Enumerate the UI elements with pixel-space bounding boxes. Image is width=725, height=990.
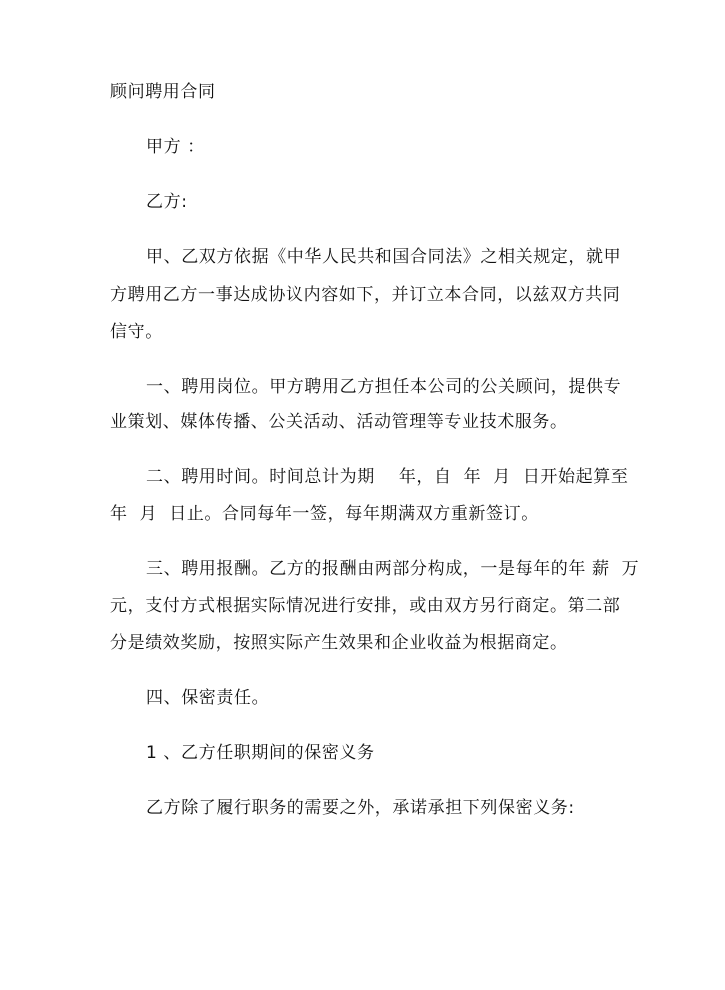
clause1-line-1: 一、聘用岗位。甲方聘用乙方担任本公司的公关顾问，提供专 bbox=[146, 377, 622, 397]
clause3-line-1: 三、聘用报酬。乙方的报酬由两部分构成，一是每年的年 薪 万 bbox=[146, 559, 640, 579]
intro-line-3: 信守。 bbox=[110, 322, 163, 342]
clause3-line-3: 分是绩效奖励，按照实际产生效果和企业收益为根据商定。 bbox=[110, 633, 568, 653]
clause1-line-2: 业策划、媒体传播、公关活动、活动管理等专业技术服务。 bbox=[110, 412, 568, 432]
clause3-line-2: 元，支付方式根据实际情况进行安排，或由双方另行商定。第二部 bbox=[110, 596, 621, 616]
clause4-sub1-heading: 1 、乙方任职期间的保密义务 bbox=[146, 743, 375, 763]
clause2-line-2: 年 月 日止。合同每年一签，每年期满双方重新签订。 bbox=[110, 504, 539, 524]
clause2-line-1: 二、聘用时间。时间总计为期 年，自 年 月 日开始起算至 bbox=[146, 467, 629, 487]
document-title: 顾问聘用合同 bbox=[110, 82, 216, 102]
clause4-heading: 四、保密责任。 bbox=[146, 688, 270, 708]
intro-line-2: 方聘用乙方一事达成协议内容如下，并订立本合同，以兹双方共同 bbox=[110, 285, 621, 305]
intro-line-1: 甲、乙双方依据《中华人民共和国合同法》之相关规定，就甲 bbox=[146, 247, 622, 267]
party-b-line: 乙方: bbox=[146, 192, 188, 212]
party-a-line: 甲方 ： bbox=[146, 137, 205, 157]
clause4-sub1-text: 乙方除了履行职务的需要之外，承诺承担下列保密义务: bbox=[146, 798, 575, 818]
